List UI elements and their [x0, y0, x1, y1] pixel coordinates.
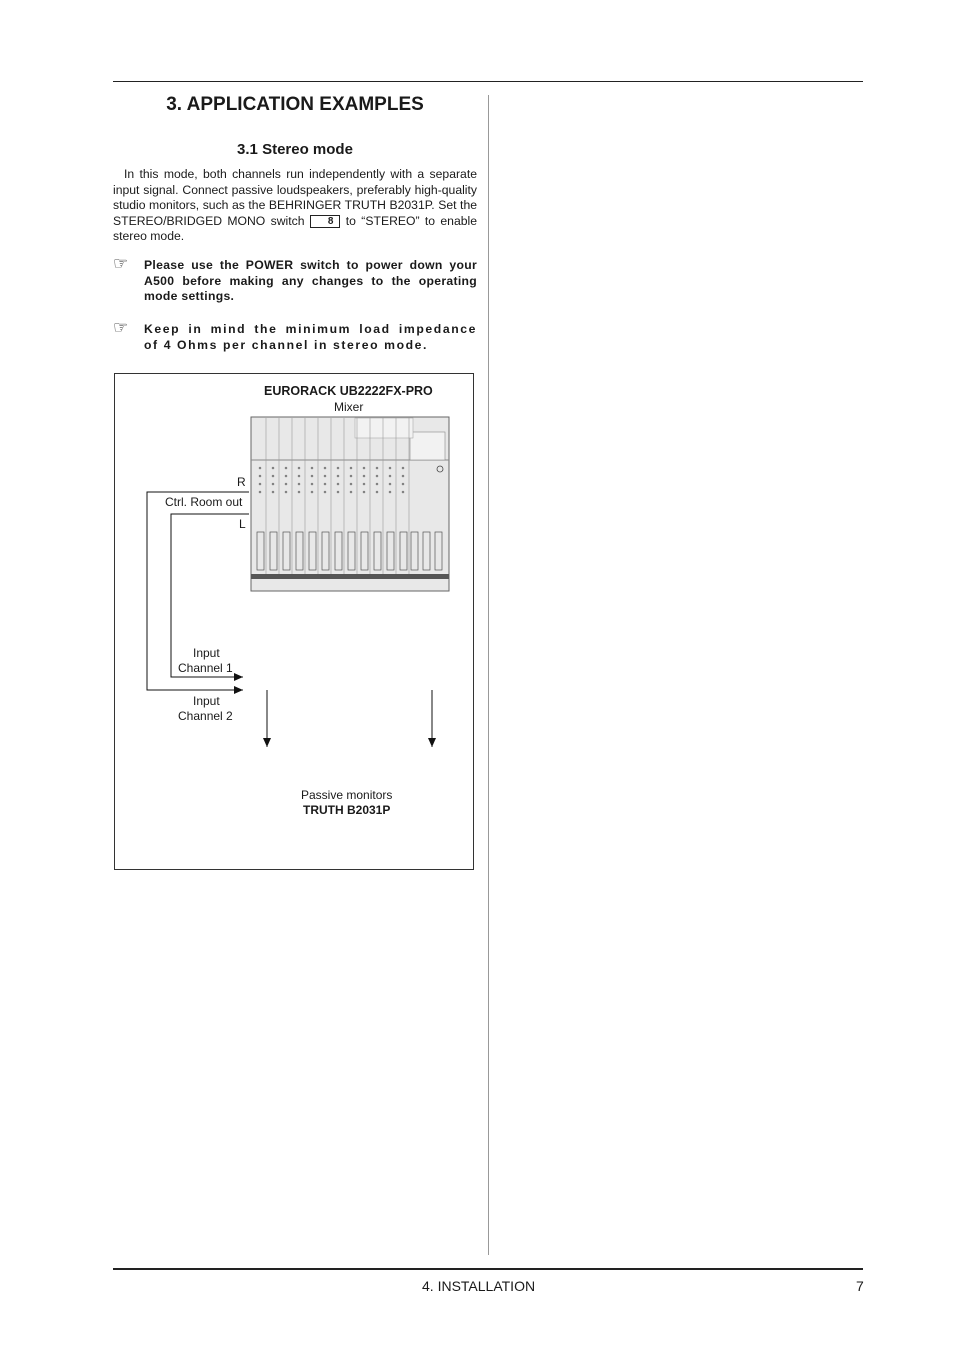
note-text: Keep in mind the minimum load impedance of 4 Ohms per channel in stereo mode.: [144, 322, 477, 352]
output-r-label: R: [237, 475, 246, 489]
connection-diagram: [114, 373, 474, 870]
diagram-lines: [115, 374, 475, 871]
output-name-label: Ctrl. Room out: [165, 495, 243, 509]
mixer-name: EURORACK UB2222FX-PRO: [264, 384, 433, 398]
input2-label-line2: Channel 2: [178, 709, 233, 723]
subsection-title: 3.1 Stereo mode: [237, 141, 353, 158]
output-l-label: L: [239, 517, 246, 531]
note-power: [113, 254, 477, 305]
mixer-caption: Mixer: [334, 400, 364, 414]
section-title: 3. APPLICATION EXAMPLES: [166, 94, 424, 115]
input1-label-line2: Channel 1: [178, 661, 233, 675]
pointing-hand-icon: ☞: [113, 318, 129, 337]
input1-label-line1: Input: [193, 646, 220, 660]
intro-text-end: to “STEREO” to enable stereo mode.: [113, 213, 478, 243]
page-number: 7: [856, 1278, 864, 1294]
note-impedance: [113, 318, 477, 353]
bottom-rule: [113, 1268, 863, 1270]
pointing-hand-icon: ☞: [113, 254, 129, 273]
top-rule: [113, 81, 863, 82]
intro-text: In this mode, both channels run independently with a separate input signal. Connect passive loudspeakers, preferably high-quality studio monitors, such as the BEHRINGER TRUTH B2031P. Set the STEREO/BRIDGED MONO switch: [113, 167, 477, 228]
mixer-illustration: [251, 417, 449, 591]
intro-paragraph: [113, 167, 477, 245]
monitors-model: TRUTH B2031P: [303, 803, 391, 817]
key-number-badge: 8: [310, 215, 341, 228]
footer-section-title: 4. INSTALLATION: [422, 1278, 536, 1294]
monitors-caption: Passive monitors: [301, 788, 393, 802]
column-divider: [488, 95, 489, 1255]
note-text: Please use the POWER switch to power down your A500 before making any changes to the operating mode settings.: [144, 258, 477, 303]
input2-label-line1: Input: [193, 694, 220, 708]
